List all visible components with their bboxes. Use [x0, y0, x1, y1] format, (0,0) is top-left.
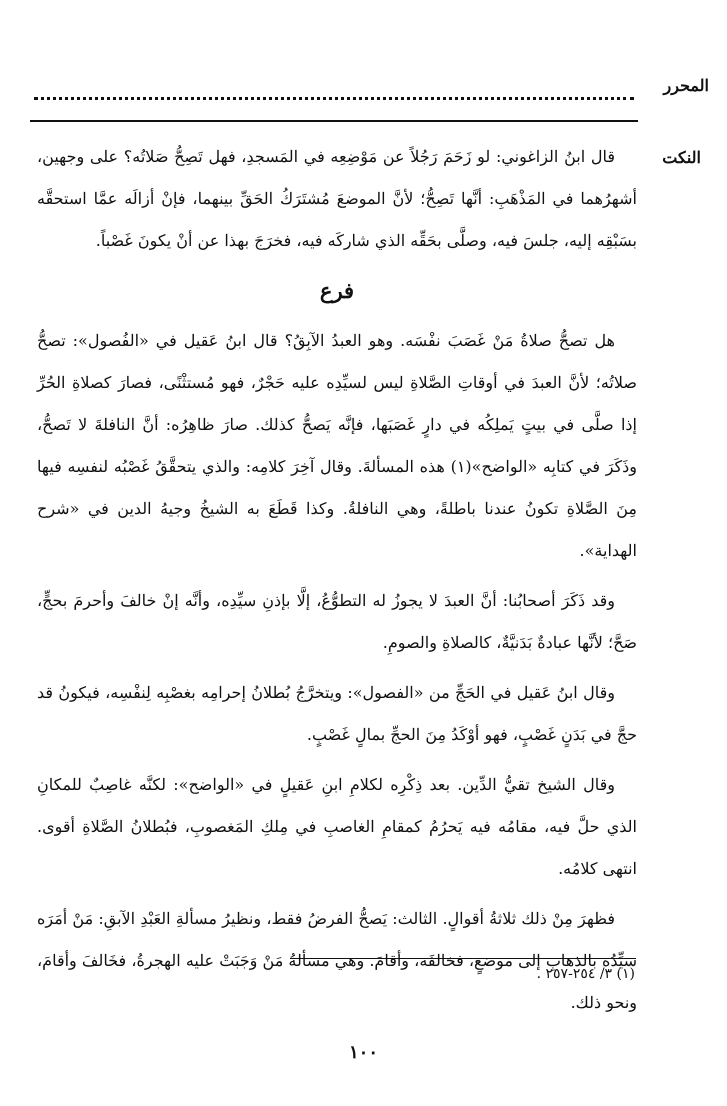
- paragraph-5: وقال الشيخ تقيُّ الدِّين. بعد ذِكْرِه لكلامِ ابنِ عَقيلٍ في «الواضح»: لكنَّه غاصِبٌ للمكانِ الذي حلَّ فيه، مقامُه فيه يَحرُمُ كمقامِ الغاصبِ في مِلكِ المَغصوبِ، فبُطلانُ الصَّلاةِ أقوى. انتهى كلامُه.: [37, 775, 637, 878]
- paragraph-4: وقال ابنُ عَقيل في الحَجِّ من «الفصول»: ويتخرَّجُ بُطلانُ إحرامِه بغصْبِه لِنفْسِه، فيكونُ قد حجَّ في بَدَنٍ غَصْبٍ، فهو أوْكَدُ مِنَ الحجِّ بمالٍ غَصْبٍ.: [37, 683, 637, 744]
- running-head: المحرر: [663, 76, 709, 95]
- body-text: [37, 136, 637, 1032]
- footnote-rule: [290, 958, 636, 959]
- paragraph-6: فظهرَ مِنْ ذلك ثلاثةُ أقوالٍ. الثالث: يَصحُّ الفرضُ فقط، ونظيرُ مسألةِ العَبْدِ الآبقِ: مَنْ أمَرَه سيِّدُه بالذهابِ إلى موضعٍ، فخالفَه، وأقامَ. وهي مسألةُ مَنْ وَجَبَتْ عليه الهجرةُ، فخَالفَ وأقامَ، ونحو ذلك.: [37, 909, 637, 1012]
- paragraph-3: وقد ذَكَرَ أصحابُنا: أنَّ العبدَ لا يجوزُ له التطوُّعُ، إلَّا بإذنِ سيِّدِه، وأنَّه إنْ خالفَ وأحرمَ بحجٍّ، صَحَّ؛ لأنَّها عبادةٌ بَدَنيَّةٌ، كالصلاةِ والصومِ.: [37, 591, 637, 652]
- page-number: ١٠٠: [348, 1042, 378, 1063]
- footnote: (١) ٣/ ٢٥٤-٢٥٧ .: [536, 966, 635, 982]
- section-heading: فرع: [319, 278, 355, 303]
- paragraph-2: هل تصحُّ صلاةُ مَنْ غَصَبَ نفْسَه. وهو العبدُ الآبِقُ؟ قال ابنُ عَقيل في «الفُصول»: تصحُّ صلاتُه؛ لأنَّ العبدَ في أوقاتِ الصَّلاةِ ليس لسيِّدِه عليه حَجْرٌ، فهو مُستثْنًى، فصارَ كصلاةِ الحُرِّ إذا صلَّى في بيتٍ يَملِكُه في دارٍ غَصَبَها، فإنَّه يَصحُّ كذلك. صارَ ظاهِرُه: أنَّ النافلةَ لا تَصحُّ، وذَكَرَ في كتابِه «الواضح»(١) هذه المسألةَ. وقال آخِرَ كلامِه: والذي يتحقَّقُ غَصْبُه لنفسِه فيها مِنَ الصَّلاةِ تكونُ عندنا باطلةً، وهي النافلةُ. وكذا قَطَعَ به الشيخُ وجيهُ الدين في «شرح الهداية».: [37, 331, 638, 560]
- side-label: النكت: [662, 148, 701, 167]
- paragraph-1: قال ابنُ الزاغوني: لو زَحَمَ رَجُلاً عن مَوْضِعِه في المَسجدِ، فهل تَصِحُّ صَلاتُه؟ على وجهين، أشهرُهما في المَذْهَبِ: أنَّها تَصِحُّ؛ لأنَّ الموضعَ مُشتَرَكُ الحَقِّ بينهما، فإنْ أزالَه عمَّا استحقَّه بسَبْقِه إليه، جلسَ فيه، وصلَّى بحَقِّه الذي شاركَه فيه، فخرَجَ بهذا عن أنْ يكونَ غَصْباً.: [37, 147, 638, 250]
- header-rule: [30, 120, 638, 122]
- dotted-rule: [34, 97, 634, 100]
